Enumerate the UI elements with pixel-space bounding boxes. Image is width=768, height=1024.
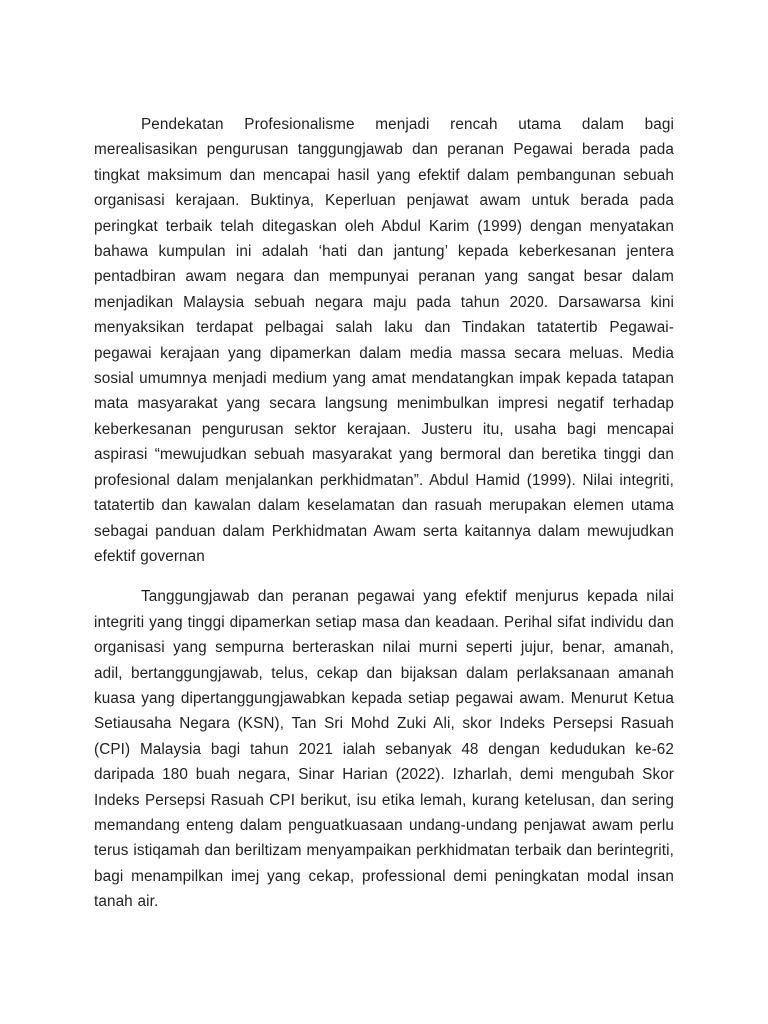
- paragraph-2: Tanggungjawab dan peranan pegawai yang efektif menjurus kepada nilai integriti yang tinggi dipamerkan setiap masa dan keadaan. Perihal sifat individu dan organisasi yang sempurna berteraskan nilai murni seperti jujur, benar, amanah, adil, bertanggungjawab, telus, cekap dan bijaksan dalam perlaksanaan amanah kuasa yang dipertanggungjawabkan kepada setiap pegawai awam. Menurut Ketua Setiausaha Negara (KSN), Tan Sri Mohd Zuki Ali, skor Indeks Persepsi Rasuah (CPI) Malaysia bagi tahun 2021 ialah sebanyak 48 dengan kedudukan ke-62 daripada 180 buah negara, Sinar Harian (2022). Izharlah, demi mengubah Skor Indeks Persepsi Rasuah CPI berikut, isu etika lemah, kurang ketelusan, dan sering memandang enteng dalam penguatkuasaan undang-undang penjawat awam perlu terus istiqamah dan beriltizam menyampaikan perkhidmatan terbaik dan berintegriti, bagi menampilkan imej yang cekap, professional demi peningkatan modal insan tanah air.: [94, 588, 674, 911]
- document-body: [94, 112, 674, 915]
- paragraph-1: Pendekatan Profesionalisme menjadi rencah utama dalam bagi merealisasikan pengurusan tanggungjawab dan peranan Pegawai berada pada tingkat maksimum dan mencapai hasil yang efektif dalam pembangunan sebuah organisasi kerajaan. Buktinya, Keperluan penjawat awam untuk berada pada peringkat terbaik telah ditegaskan oleh Abdul Karim (1999) dengan menyatakan bahawa kumpulan ini adalah ‘hati dan jantung’ kepada keberkesanan jentera pentadbiran awam negara dan mempunyai peranan yang sangat besar dalam menjadikan Malaysia sebuah negara maju pada tahun 2020. Darsawarsa kini menyaksikan terdapat pelbagai salah laku dan Tindakan tatatertib Pegawai-pegawai kerajaan yang dipamerkan dalam media massa secara meluas. Media sosial umumnya menjadi medium yang amat mendatangkan impak kepada tatapan mata masyarakat yang secara langsung menimbulkan impresi negatif terhadap keberkesanan pengurusan sektor kerajaan. Justeru itu, usaha bagi mencapai aspirasi “mewujudkan sebuah masyarakat yang bermoral dan beretika tinggi dan profesional dalam menjalankan perkhidmatan”. Abdul Hamid (1999). Nilai integriti, tatatertib dan kawalan dalam keselamatan dan rasuah merupakan elemen utama sebagai panduan dalam Perkhidmatan Awam serta kaitannya dalam mewujudkan efektif governan: [94, 116, 674, 565]
